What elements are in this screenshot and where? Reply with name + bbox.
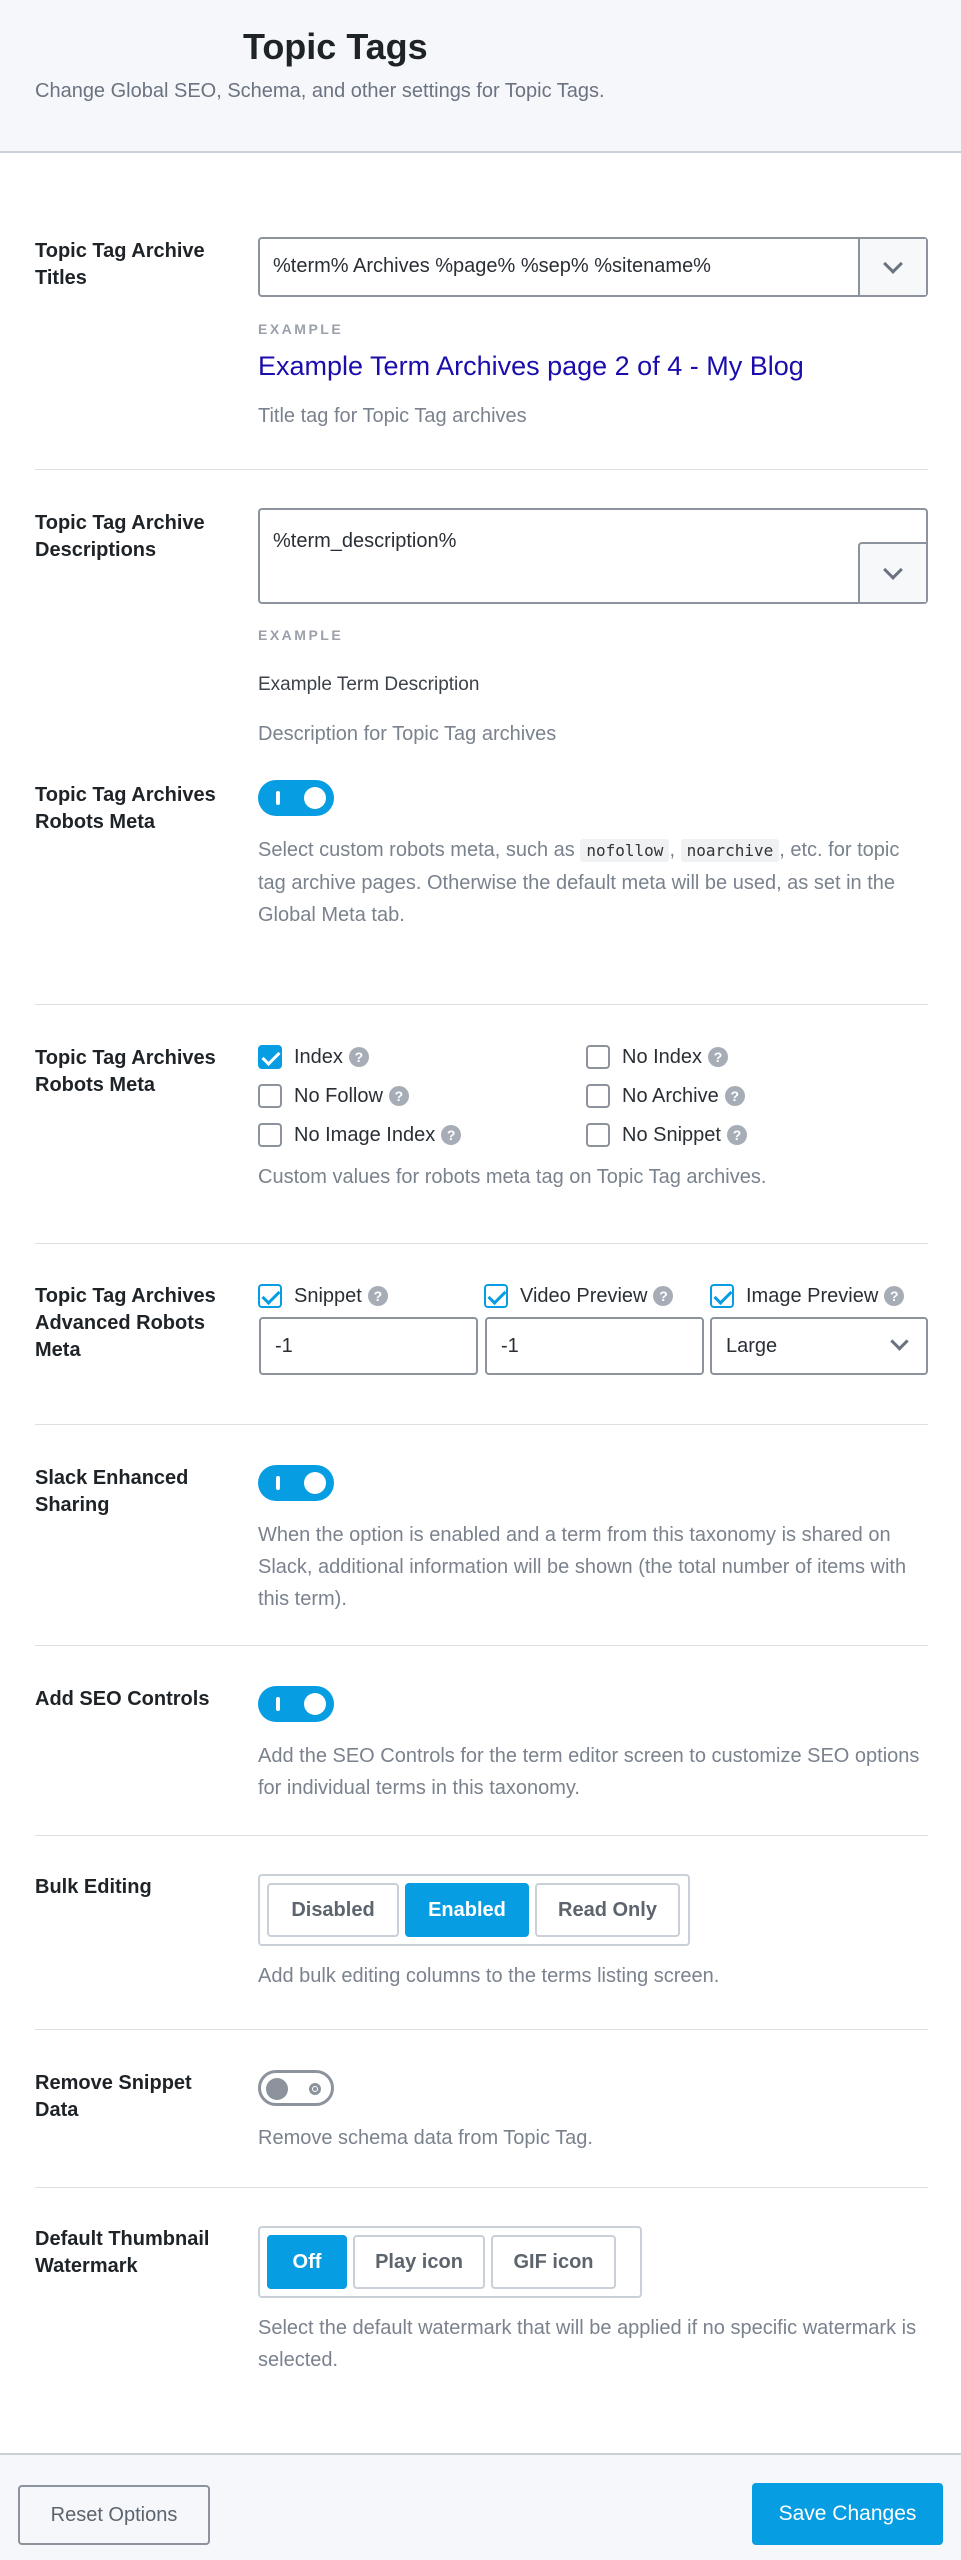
advanced-robots-label: Topic Tag Archives Advanced Robots Meta (35, 1285, 216, 1361)
checkbox-no-snippet[interactable]: No Snippet ? (586, 1121, 747, 1149)
toggle-off-indicator (309, 2083, 321, 2095)
page-subtitle: Change Global SEO, Schema, and other settings for Topic Tags. (35, 80, 605, 102)
archive-titles-row (35, 155, 928, 470)
chevron-down-icon (883, 560, 903, 580)
help-icon[interactable]: ? (441, 1125, 461, 1145)
archive-titles-label: Topic Tag Archive Titles (35, 240, 205, 289)
bulk-editing-description: Add bulk editing columns to the terms listing screen. (258, 1965, 720, 1987)
checkbox-snippet[interactable]: Snippet ? (258, 1282, 388, 1310)
checkbox-no-follow[interactable]: No Follow ? (258, 1082, 409, 1110)
robots-meta-description: Custom values for robots meta tag on Topic Tag archives. (258, 1166, 767, 1188)
archive-titles-description: Title tag for Topic Tag archives (258, 405, 527, 427)
thumbnail-watermark-button-group (258, 2226, 642, 2298)
checkbox-box[interactable] (586, 1123, 610, 1147)
seo-controls-description: Add the SEO Controls for the term editor screen to customize SEO options for individual terms in this taxonomy. (258, 1745, 920, 1799)
page-header (0, 0, 961, 153)
remove-snippet-toggle[interactable] (258, 2070, 334, 2106)
help-icon[interactable]: ? (884, 1286, 904, 1306)
toggle-knob (304, 1472, 326, 1494)
archive-descriptions-row (35, 470, 928, 772)
thumbnail-watermark-label: Default Thumbnail Watermark (35, 2228, 210, 2277)
archive-descriptions-description: Description for Topic Tag archives (258, 723, 557, 745)
bulk-editing-disabled-button[interactable]: Disabled (267, 1883, 399, 1937)
remove-snippet-description: Remove schema data from Topic Tag. (258, 2127, 593, 2149)
checkbox-image-preview[interactable]: Image Preview ? (710, 1282, 904, 1310)
watermark-gif-icon-button[interactable]: GIF icon (491, 2235, 616, 2289)
robots-meta-toggle[interactable] (258, 780, 334, 816)
toggle-on-indicator (276, 1697, 280, 1711)
slack-toggle[interactable] (258, 1465, 334, 1501)
example-description-preview: Example Term Description (258, 674, 480, 695)
video-preview-length-input[interactable]: -1 (485, 1317, 704, 1375)
archive-descriptions-input[interactable] (258, 508, 928, 604)
robots-meta-toggle-description: Select custom robots meta, such as nofollow , noarchive , etc. for topic tag archive pages. Otherwise the default meta will be used, as set in the Global Meta tab. (258, 839, 900, 926)
seo-controls-toggle[interactable] (258, 1686, 334, 1722)
checkbox-box[interactable] (586, 1045, 610, 1069)
seo-controls-label: Add SEO Controls (35, 1688, 210, 1710)
checkbox-no-archive[interactable]: No Archive ? (586, 1082, 745, 1110)
robots-meta-toggle-label: Topic Tag Archives Robots Meta (35, 784, 216, 833)
save-changes-button[interactable]: Save Changes (752, 2483, 943, 2545)
toggle-knob (304, 787, 326, 809)
robots-meta-label: Topic Tag Archives Robots Meta (35, 1047, 216, 1096)
bulk-editing-label: Bulk Editing (35, 1876, 152, 1898)
checkbox-index[interactable]: Index ? (258, 1043, 369, 1071)
bulk-editing-button-group (258, 1874, 690, 1946)
checkbox-box[interactable] (258, 1045, 282, 1069)
watermark-off-button[interactable]: Off (267, 2235, 347, 2289)
toggle-knob (304, 1693, 326, 1715)
snippet-length-input[interactable]: -1 (259, 1317, 478, 1375)
slack-label: Slack Enhanced Sharing (35, 1467, 189, 1516)
example-label: EXAMPLE (258, 627, 344, 643)
help-icon[interactable]: ? (653, 1286, 673, 1306)
thumbnail-watermark-description: Select the default watermark that will be applied if no specific watermark is selected. (258, 2317, 917, 2371)
chevron-down-icon (890, 1332, 908, 1350)
checkbox-video-preview[interactable]: Video Preview ? (484, 1282, 673, 1310)
robots-meta-toggle-row (35, 772, 928, 1005)
example-label: EXAMPLE (258, 321, 344, 337)
robots-meta-row (35, 1005, 928, 1244)
archive-titles-value: %term% Archives %page% %sep% %sitename% (273, 255, 711, 277)
reset-options-button[interactable]: Reset Options (18, 2485, 210, 2545)
remove-snippet-row (35, 2030, 928, 2188)
variables-dropdown-button[interactable] (858, 542, 926, 602)
advanced-robots-row (35, 1244, 928, 1425)
example-title-preview: Example Term Archives page 2 of 4 - My Blog (258, 351, 804, 381)
toggle-on-indicator (276, 1476, 280, 1490)
checkbox-box[interactable] (710, 1284, 734, 1308)
variables-dropdown-button[interactable] (858, 239, 926, 295)
settings-content (0, 155, 961, 2464)
slack-row (35, 1425, 928, 1646)
bulk-editing-enabled-button[interactable]: Enabled (405, 1883, 529, 1937)
image-preview-select[interactable]: Large (710, 1317, 928, 1375)
archive-titles-input[interactable] (258, 237, 928, 297)
checkbox-box[interactable] (586, 1084, 610, 1108)
checkbox-no-image-index[interactable]: No Image Index ? (258, 1121, 461, 1149)
help-icon[interactable]: ? (349, 1047, 369, 1067)
help-icon[interactable]: ? (368, 1286, 388, 1306)
archive-descriptions-value: %term_description% (273, 530, 457, 552)
watermark-play-icon-button[interactable]: Play icon (353, 2235, 485, 2289)
checkbox-box[interactable] (484, 1284, 508, 1308)
checkbox-no-index[interactable]: No Index ? (586, 1043, 728, 1071)
checkbox-box[interactable] (258, 1123, 282, 1147)
thumbnail-watermark-row (35, 2188, 928, 2464)
page-title: Topic Tags (243, 26, 428, 67)
slack-description: When the option is enabled and a term from this taxonomy is shared on Slack, additional information will be shown (the total number of items with this term). (258, 1524, 907, 1610)
toggle-knob (266, 2078, 288, 2100)
checkbox-box[interactable] (258, 1084, 282, 1108)
checkbox-box[interactable] (258, 1284, 282, 1308)
chevron-down-icon (883, 254, 903, 274)
archive-descriptions-label: Topic Tag Archive Descriptions (35, 512, 205, 561)
toggle-on-indicator (276, 791, 280, 805)
remove-snippet-label: Remove Snippet Data (35, 2072, 192, 2121)
page-footer (0, 2453, 961, 2560)
help-icon[interactable]: ? (727, 1125, 747, 1145)
help-icon[interactable]: ? (389, 1086, 409, 1106)
help-icon[interactable]: ? (708, 1047, 728, 1067)
help-icon[interactable]: ? (725, 1086, 745, 1106)
bulk-editing-read-only-button[interactable]: Read Only (535, 1883, 680, 1937)
seo-controls-row (35, 1646, 928, 1836)
bulk-editing-row (35, 1836, 928, 2030)
